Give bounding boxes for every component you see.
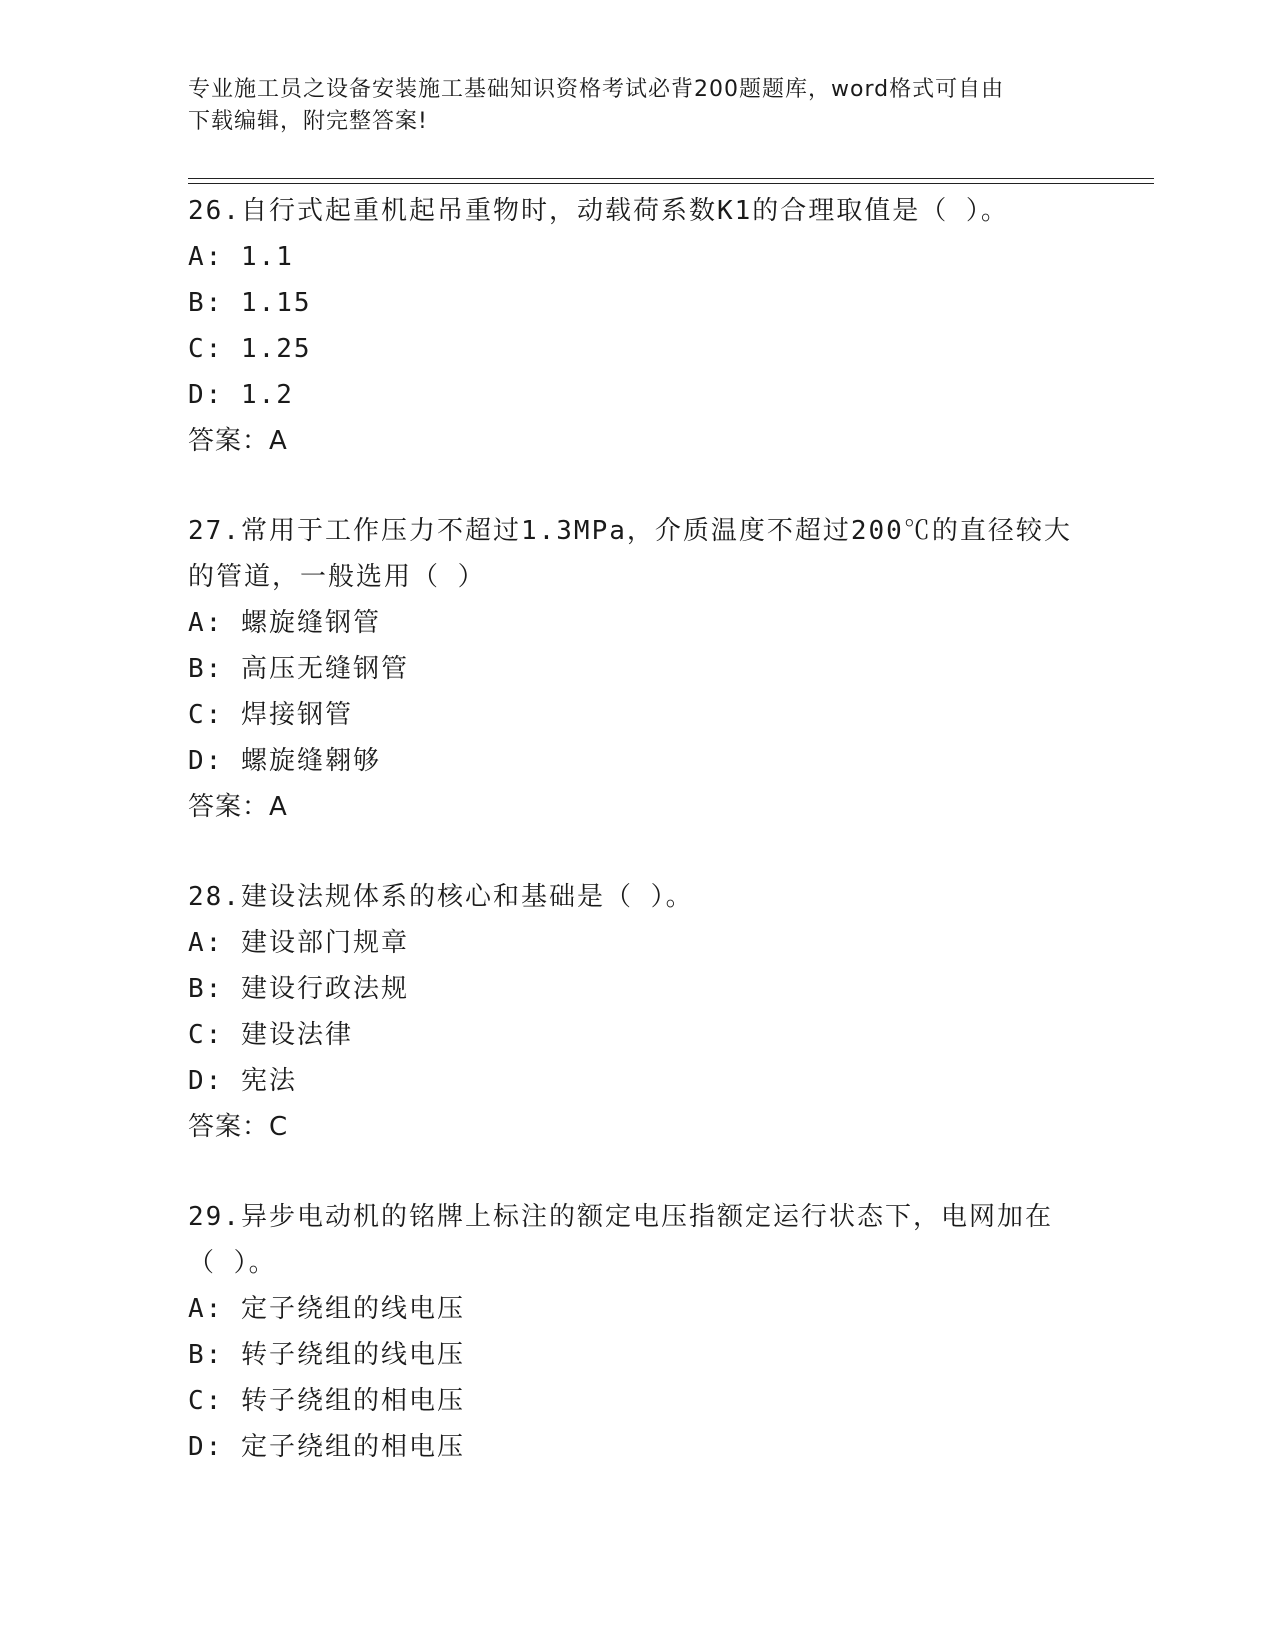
option-b: B: 转子绕组的线电压	[188, 1340, 465, 1370]
answer-line: 答案：A	[188, 792, 288, 822]
option-c: C: 1.25	[188, 334, 312, 364]
option-c: C: 建设法律	[188, 1020, 353, 1050]
option-a: A: 螺旋缝钢管	[188, 608, 381, 638]
document-header	[188, 74, 1088, 138]
header-divider-top	[188, 178, 1154, 179]
option-d: D: 定子绕组的相电压	[188, 1432, 465, 1462]
question-stem: 26.自行式起重机起吊重物时，动载荷系数K1的合理取值是（ ）。	[188, 196, 1009, 226]
question-list	[188, 188, 1128, 1514]
header-line-1: 专业施工员之设备安装施工基础知识资格考试必背200题题库，word格式可自由	[188, 77, 1005, 102]
option-b: B: 高压无缝钢管	[188, 654, 409, 684]
answer-line: 答案：A	[188, 426, 288, 456]
option-d: D: 螺旋缝翱够	[188, 746, 381, 776]
header-divider-bottom	[188, 183, 1154, 184]
option-d: D: 1.2	[188, 380, 294, 410]
option-a: A: 1.1	[188, 242, 294, 272]
option-b: B: 1.15	[188, 288, 312, 318]
answer-line: 答案：C	[188, 1112, 289, 1142]
option-a: A: 建设部门规章	[188, 928, 409, 958]
option-d: D: 宪法	[188, 1066, 297, 1096]
question-27	[188, 508, 1128, 830]
question-stem: 29.异步电动机的铭牌上标注的额定电压指额定运行状态下，电网加在	[188, 1202, 1053, 1232]
option-c: C: 焊接钢管	[188, 700, 353, 730]
question-29	[188, 1194, 1128, 1470]
question-stem: 27.常用于工作压力不超过1.3MPa，介质温度不超过200℃的直径较大	[188, 516, 1072, 546]
question-stem-continued: （ ）。	[188, 1248, 277, 1278]
option-a: A: 定子绕组的线电压	[188, 1294, 465, 1324]
question-stem: 28.建设法规体系的核心和基础是（ ）。	[188, 882, 694, 912]
option-c: C: 转子绕组的相电压	[188, 1386, 465, 1416]
header-line-2: 下载编辑，附完整答案!	[188, 109, 428, 134]
question-stem-continued: 的管道，一般选用（ ）	[188, 562, 486, 592]
question-28	[188, 874, 1128, 1150]
option-b: B: 建设行政法规	[188, 974, 409, 1004]
question-26	[188, 188, 1128, 464]
